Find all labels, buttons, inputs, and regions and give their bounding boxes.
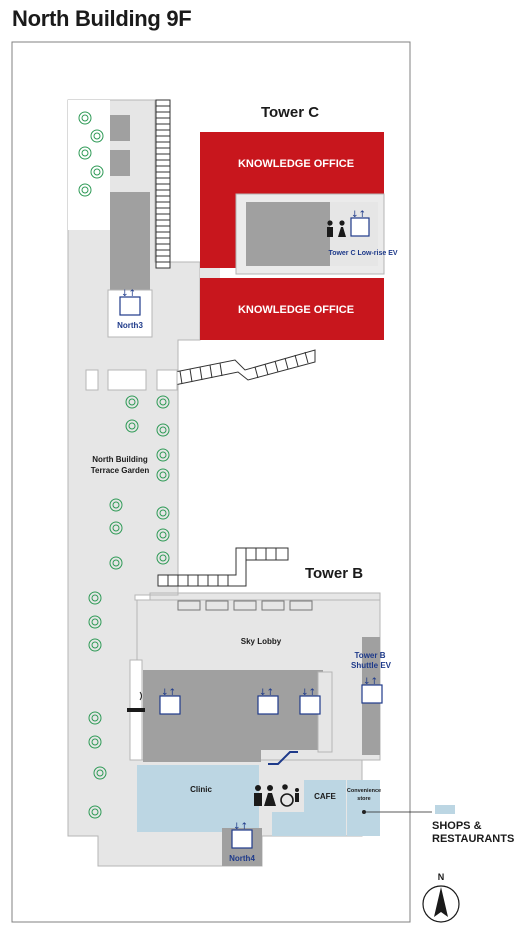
tower-c-core: [246, 202, 330, 266]
garden-label-line2: Terrace Garden: [90, 466, 150, 475]
cafe-label: CAFE: [314, 792, 336, 801]
svg-text:↓↑: ↓↑: [363, 677, 379, 687]
svg-text:↓↑: ↓↑: [121, 289, 137, 299]
svg-text:↓↑: ↓↑: [351, 210, 367, 220]
north3-core: [110, 192, 150, 302]
knowledge-office-bottom-label: KNOWLEDGE OFFICE: [237, 304, 355, 316]
north4-label: North4: [229, 854, 255, 863]
knowledge-office-top-label: KNOWLEDGE OFFICE: [237, 158, 355, 170]
shops-legend-label: [432, 820, 520, 846]
legend-line1: SHOPS &: [432, 820, 482, 832]
shops-legend-swatch: [435, 805, 455, 814]
clinic-label: Clinic: [190, 785, 212, 794]
sky-lobby-label: Sky Lobby: [240, 637, 282, 646]
garden-strip: [68, 100, 110, 230]
tower-b-label: Tower B: [304, 565, 364, 582]
tower-b-ev-label-line2: Shuttle EV: [350, 661, 392, 670]
north3-label: North3: [117, 321, 143, 330]
compass-icon: [423, 886, 459, 922]
tower-b-ev-label-line1: Tower B: [354, 651, 386, 660]
compass-n-label: N: [437, 872, 445, 882]
convenience-label-line2: store: [357, 796, 371, 802]
svg-text:↓↑: ↓↑: [161, 688, 177, 698]
stair-upper: [160, 350, 315, 388]
convenience-label-line1: Convenience: [346, 788, 382, 794]
garden-label-line1: North Building: [92, 455, 148, 464]
svg-text:↓↑: ↓↑: [233, 822, 249, 832]
knowledge-office-side: [200, 194, 236, 268]
svg-text:↓↑: ↓↑: [301, 688, 317, 698]
tower-b-core: [143, 670, 261, 762]
page-title: North Building 9F: [12, 6, 192, 31]
cafe-area: [304, 780, 346, 836]
legend-line2: RESTAURANTS: [432, 833, 515, 845]
tower-c-ev-label: Tower C Low-rise EV: [328, 250, 398, 257]
svg-text:↓↑: ↓↑: [259, 688, 275, 698]
tower-c-label: Tower C: [260, 104, 320, 121]
stair-vertical: [156, 100, 170, 268]
